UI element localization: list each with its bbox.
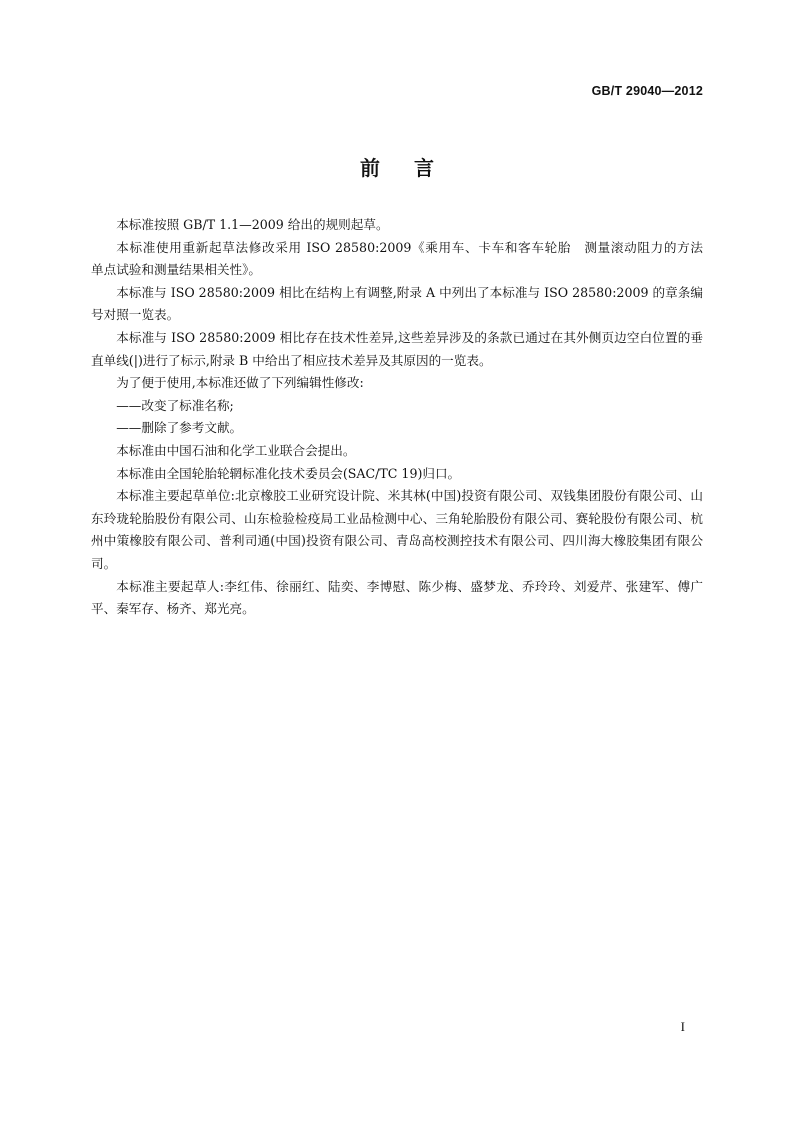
page-number: I (680, 1019, 685, 1034)
paragraph-proposer: 本标准由中国石油和化学工业联合会提出。 (116, 442, 356, 458)
paragraph-adoption: 本标准使用重新起草法修改采用 ISO 28580:2009《乘用车、卡车和客车轮胎 测量滚动阻力的方法 单点试验和测量结果相关性》。 (91, 239, 716, 278)
page-title: 前言 (360, 156, 468, 180)
paragraph-committee: 本标准由全国轮胎轮辋标准化技术委员会(SAC/TC 19)归口。 (116, 465, 461, 481)
foreword-body (91, 214, 716, 621)
paragraph-structure-changes: 本标准与 ISO 28580:2009 相比在结构上有调整,附录 A 中列出了本标准与 ISO 28580:2009 的章条编号对照一览表。 (91, 284, 703, 323)
paragraph-drafting-units: 本标准主要起草单位:北京橡胶工业研究设计院、米其林(中国)投资有限公司、双钱集团股份有限公司、山东玲珑轮胎股份有限公司、山东检验检疫局工业品检测中心、三角轮胎股份有限公司、赛轮股份有限公司、杭州中策橡胶有限公司、普利司通(中国)投资有限公司、青岛高校测控技术有限公司、四川海大橡胶集团有限公司。 (91, 488, 703, 571)
paragraph-drafting-rules: 本标准按照 GB/T 1.1—2009 给出的规则起草。 (116, 217, 389, 232)
list-item-name-change: ——改变了标准名称; (116, 397, 234, 413)
paragraph-technical-differences: 本标准与 ISO 28580:2009 相比存在技术性差异,这些差异涉及的条款已通过在其外侧页边空白位置的垂直单线(|)进行了标示,附录 B 中给出了相应技术差异及其原因的一览表。 (91, 329, 703, 368)
list-item-references-removed: ——删除了参考文献。 (116, 420, 243, 436)
paragraph-editorial-intro: 为了便于使用,本标准还做了下列编辑性修改: (116, 375, 364, 391)
paragraph-drafters: 本标准主要起草人:李红伟、徐丽红、陆奕、李博慰、陈少梅、盛梦龙、乔玲玲、刘爱芹、张建军、傅广平、秦军存、杨齐、郑光亮。 (91, 578, 703, 617)
standard-code: GB/T 29040—2012 (591, 84, 703, 98)
